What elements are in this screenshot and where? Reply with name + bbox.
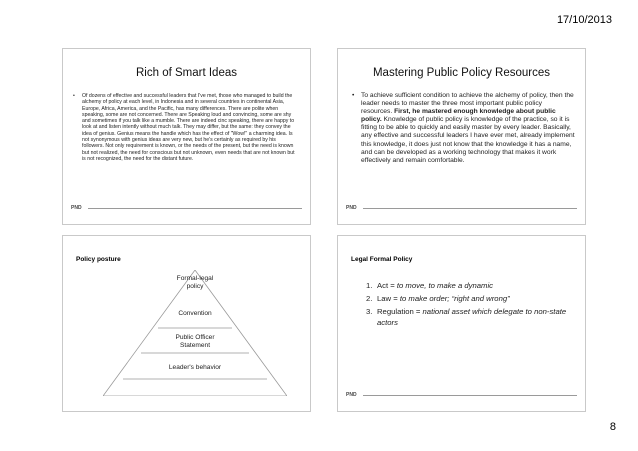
pyramid-level-1: Formal-legal policy [176,275,214,290]
bullet-dot-icon: • [73,93,75,99]
list-item [366,293,577,304]
list-definition: to make order; “right and wrong” [399,294,510,303]
pyramid-level-3: Public Officer Statement [175,334,215,349]
logo-icon: PND [346,205,357,211]
page-number: 8 [609,421,616,433]
print-date: 17/10/2013 [556,14,612,26]
bullet-text-part1: To achieve sufficient condition to achieve the alchemy of policy, then the leader needs to master the three most important public policy resources. [361,92,574,116]
list-definition: national asset which delegate to non-state actors [377,307,567,327]
list-term: Law = [377,294,400,303]
list-item [366,280,577,291]
bullet-text: Of dozens of effective and successful leaders that I've met, those who managed to build the alchemy of policy at each level, in Indonesia and in several countries in continental Asia, Europe, Africa, America, and the Pacific, has many differences. There are polite when speaking, some are not concerned. There are Speaking loud and convincing, some are shy and sometimes if you talk like a mumble. There are indeed cinc speaking, there are happy to look at and listen intently without much talk. They may differ, but the same: they convey the idea of genius. Genius means the handle which has the effect of "Wow!" a charming idea. Is not synonymous with genius ideas are very new, but he's certainly as required by his followers. Not only requirement is known, or the needs of the present, but the need is known but not realized, the need for conscious but not unknown, even needs that are not known but is not recognized, the need for the distant future. [82,93,295,162]
bullet-paragraph [73,93,298,162]
slide-footer [346,393,577,399]
footer-divider [363,395,577,396]
numbered-list [366,280,577,330]
list-item [366,306,577,328]
bullet-text [361,92,575,165]
footer-divider [363,208,577,209]
pyramid-level-4: Leader's behavior [168,364,222,371]
list-number: 2. [366,294,373,303]
slide-title: Legal Formal Policy [351,256,413,263]
policy-pyramid [103,270,287,396]
list-definition: to move, to make a dynamic [396,281,494,290]
list-number: 3. [366,307,373,316]
footer-divider [88,208,302,209]
slide-rich-of-smart-ideas [62,48,311,225]
bullet-text-part2: Knowledge of public policy is knowledge of the practice, so it is fitting to be able to quickly and easily master by every leader. Basically, any effective and successful leaders I have ever met, already implement this knowledge, it does just not know that the knowledge it has a name, and can be developed as a working technology that makes it work effectively and remain comfortable. [361,116,575,164]
slide-title: Rich of Smart Ideas [136,67,237,79]
slide-mastering-public-policy-resources [337,48,586,225]
logo-icon: PND [346,392,357,398]
bullet-dot-icon: • [352,92,355,99]
pyramid-level-2: Convention [178,310,212,317]
slide-policy-posture [62,235,311,412]
slide-legal-formal-policy [337,235,586,412]
slide-footer [346,206,577,212]
list-term: Regulation = [377,307,423,316]
list-number: 1. [366,281,373,290]
logo-icon: PND [71,205,82,211]
slide-title: Mastering Public Policy Resources [372,67,551,79]
bullet-paragraph [352,92,575,165]
list-term: Act = [377,281,397,290]
bullet-text-bold: First, he mastered enough knowledge about public policy. [361,108,556,124]
slide-footer [71,206,302,212]
slide-title: Policy posture [76,256,121,263]
